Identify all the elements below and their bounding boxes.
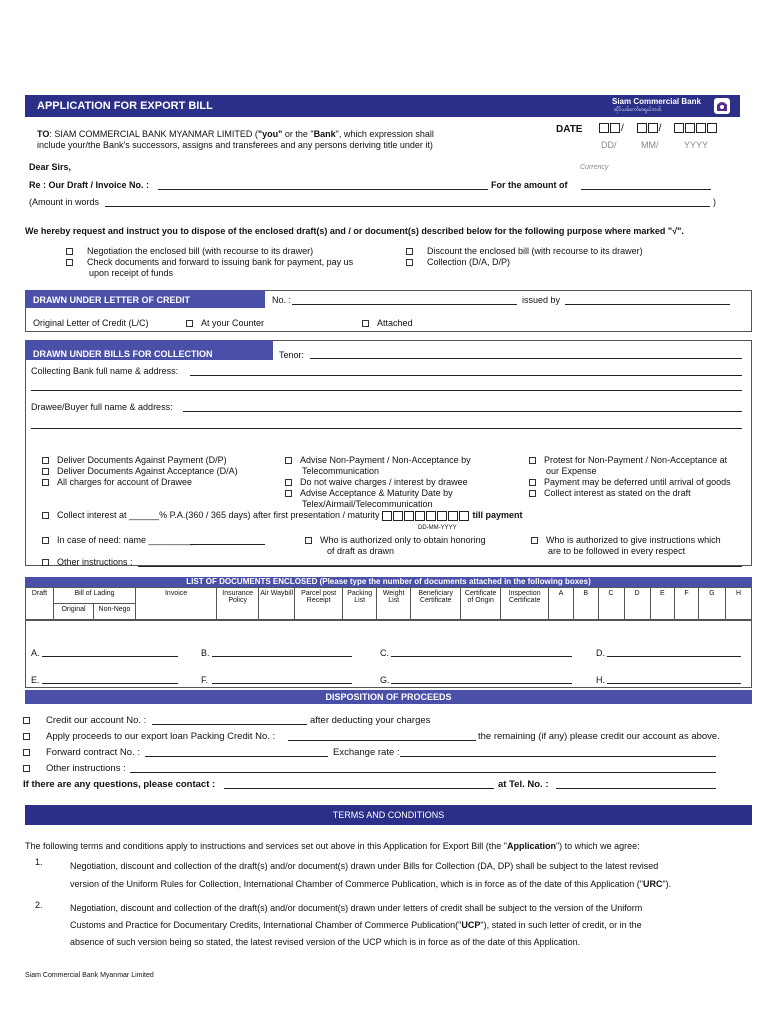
opt-advise-non-payment[interactable]: Advise Non-Payment / Non-Acceptance by Telecommunication (285, 455, 471, 477)
checkbox[interactable] (66, 259, 73, 266)
col-beneficiary[interactable]: Beneficiary Certificate (411, 588, 461, 620)
documents-table (25, 587, 752, 620)
term-2-text: Negotiation, discount and collection of the draft(s) and/or document(s) drawn under letters of credit shall be subject to the version of the Uniform Customs and Practice for Documentary Credits, International Chamber of Commerce Publication("UCP"), stated in such letter of credit, or in the absence of such version being so stated, the latest revised version of the UCP which is in force as of the date of this Application. (70, 903, 643, 947)
lc-header: DRAWN UNDER LETTER OF CREDIT (25, 290, 265, 308)
amount-words-close: ) (713, 197, 716, 207)
opt-authorized-instructions[interactable]: Who is authorized to give instructions which are to be followed in every respect (531, 535, 721, 557)
col-g[interactable]: G (698, 588, 725, 620)
bank-logo-name: Siam Commercial Bank (612, 97, 701, 106)
doc-letter-g: G. (380, 675, 390, 685)
exchange-rate-label: Exchange rate : (333, 747, 400, 758)
doc-letter-b-field[interactable] (212, 656, 352, 657)
doc-letter-a: A. (31, 648, 40, 658)
col-c[interactable]: C (598, 588, 624, 620)
col-insurance[interactable]: Insurance Policy (217, 588, 259, 620)
opt-need-name[interactable]: In case of need: name _________ (42, 535, 194, 545)
ddmm-hint: DD-MM-YYYY (418, 525, 457, 531)
col-a[interactable]: A (549, 588, 574, 620)
date-yyyy: YYYY (684, 140, 709, 150)
col-e[interactable]: E (650, 588, 675, 620)
currency-label: Currency (580, 164, 609, 171)
checkbox[interactable] (66, 248, 73, 255)
opt-charges-drawee[interactable]: All charges for account of Drawee (42, 477, 192, 488)
tel-field[interactable] (556, 788, 716, 789)
doc-letter-e: E. (31, 675, 40, 685)
collecting-bank-label: Collecting Bank full name & address: (31, 366, 179, 376)
date-dd: DD/ (601, 140, 617, 150)
col-b[interactable]: B (573, 588, 598, 620)
lc-at-counter-option[interactable]: At your Counter (186, 318, 264, 328)
opt-da[interactable]: Deliver Documents Against Acceptance (D/A) (42, 466, 238, 477)
opt-other-proceeds[interactable]: Other instructions : (23, 763, 126, 774)
tenor-label: Tenor: (279, 350, 305, 360)
collecting-bank-field[interactable] (190, 375, 742, 376)
date-label: DATE (556, 124, 583, 135)
doc-letter-f: F. (201, 675, 209, 685)
after-charges-label: after deducting your charges (310, 715, 431, 726)
col-air-waybill[interactable]: Air Waybill (259, 588, 295, 620)
questions-label: If there are any questions, please contact : (23, 779, 216, 790)
opt-protest[interactable]: Protest for Non-Payment / Non-Acceptance at our Expense (529, 455, 727, 477)
doc-letter-f-field[interactable] (212, 683, 352, 684)
opt-credit-account[interactable]: Credit our account No. : (23, 715, 146, 726)
lc-issued-by-field[interactable] (565, 304, 730, 305)
packing-credit-field[interactable] (288, 740, 476, 741)
doc-letter-c: C. (380, 648, 389, 658)
doc-letter-b: B. (201, 648, 210, 658)
col-bl-original[interactable]: Original (54, 604, 94, 620)
col-f[interactable]: F (675, 588, 698, 620)
purpose-check-docs[interactable]: Check documents and forward to issuing bank for payment, pay us upon receipt of funds (66, 257, 353, 279)
col-inspection[interactable]: Inspection Certificate (501, 588, 549, 620)
opt-authorized-honor[interactable]: Who is authorized only to obtain honoring of draft as drawn (305, 535, 486, 557)
col-invoice[interactable]: Invoice (136, 588, 217, 620)
collecting-bank-field-2[interactable] (31, 390, 742, 391)
drawee-field[interactable] (183, 411, 742, 412)
footer-bank-name: Siam Commercial Bank Myanmar Limited (25, 972, 154, 979)
lc-no-label: No. : (272, 295, 292, 305)
doc-letter-d: D. (596, 648, 605, 658)
other-instructions-field[interactable] (138, 566, 742, 567)
exchange-rate-field[interactable] (400, 756, 716, 757)
col-bill-of-lading: Bill of Lading (54, 588, 136, 604)
date-mm: MM/ (641, 140, 659, 150)
bc-header: DRAWN UNDER BILLS FOR COLLECTION (25, 340, 273, 360)
drawee-label: Drawee/Buyer full name & address: (31, 402, 173, 412)
terms-intro: The following terms and conditions apply to instructions and services set out above in this Application for Export Bill (the "Application") to which we agree: (25, 841, 640, 851)
col-parcel-post[interactable]: Parcel post Receipt (295, 588, 343, 620)
bank-emblem-icon (714, 98, 730, 114)
forward-contract-field[interactable] (145, 756, 328, 757)
checkbox[interactable] (406, 248, 413, 255)
opt-collect-interest[interactable]: Collect interest at ______% P.A.(360 / 365 days) after first presentation / maturity till payment (42, 510, 523, 521)
opt-dp[interactable]: Deliver Documents Against Payment (D/P) (42, 455, 227, 466)
lc-issued-by-label: issued by (522, 295, 561, 305)
bank-logo (602, 97, 734, 115)
opt-packing-credit[interactable]: Apply proceeds to our export loan Packing Credit No. : (23, 731, 275, 742)
docs-header: LIST OF DOCUMENTS ENCLOSED (Please type the number of documents attached in the following boxes) (25, 577, 752, 587)
credit-account-field[interactable] (152, 724, 307, 725)
addressee: TO: SIAM COMMERCIAL BANK MYANMAR LIMITED ("you" or the "Bank", which expression shall include your/the Bank's successors, assigns and transferees and any persons deriving title under it) (37, 129, 434, 150)
draft-no-field[interactable] (158, 189, 488, 190)
purpose-negotiate[interactable]: Negotiation the enclosed bill (with recourse to its drawer) (66, 246, 313, 257)
term-2-number: 2. (35, 900, 43, 910)
col-origin[interactable]: Certificate of Origin (461, 588, 501, 620)
tenor-field[interactable] (310, 358, 742, 359)
checkbox[interactable] (186, 320, 193, 327)
need-name-field[interactable] (190, 544, 265, 545)
contact-field[interactable] (224, 788, 494, 789)
drawee-field-2[interactable] (31, 428, 742, 429)
col-bl-non-nego[interactable]: Non-Nego (94, 604, 136, 620)
amount-words-label: (Amount in words (29, 197, 100, 207)
other-proceeds-field[interactable] (130, 772, 716, 773)
title-bar (25, 95, 740, 117)
col-weight-list[interactable]: Weight List (377, 588, 411, 620)
lc-original-label: Original Letter of Credit (L/C) (33, 318, 149, 328)
terms-header: TERMS AND CONDITIONS (25, 805, 752, 825)
col-h[interactable]: H (725, 588, 751, 620)
checkbox[interactable] (406, 259, 413, 266)
doc-letter-e-field[interactable] (42, 683, 178, 684)
col-draft[interactable]: Draft (26, 588, 54, 620)
bank-logo-local: ဆိုင်ယမ်ကော်မာရှယ်ဘဏ် (614, 107, 662, 113)
opt-deferred[interactable]: Payment may be deferred until arrival of goods (529, 477, 731, 488)
checkbox[interactable] (362, 320, 369, 327)
purpose-discount[interactable]: Discount the enclosed bill (with recourse to its drawer) (406, 246, 643, 257)
amount-field[interactable] (581, 189, 711, 190)
amount-words-field[interactable] (105, 206, 710, 207)
re-draft-label: Re : Our Draft / Invoice No. : (29, 180, 150, 190)
opt-no-waive[interactable]: Do not waive charges / interest by drawee (285, 477, 468, 488)
doc-letter-h: H. (596, 675, 605, 685)
instruction-text: We hereby request and instruct you to dispose of the enclosed draft(s) and / or document(s) described below for the following purpose where marked "√". (25, 226, 684, 236)
doc-letter-g-field[interactable] (391, 683, 572, 684)
purpose-collection[interactable]: Collection (D/A, D/P) (406, 257, 510, 268)
form-title: APPLICATION FOR EXPORT BILL (37, 100, 213, 112)
opt-interest-draft[interactable]: Collect interest as stated on the draft (529, 488, 691, 499)
doc-letter-d-field[interactable] (607, 656, 741, 657)
doc-letter-h-field[interactable] (607, 683, 741, 684)
opt-other-instructions[interactable]: Other instructions : (42, 557, 133, 567)
doc-letter-a-field[interactable] (42, 656, 178, 657)
opt-forward-contract[interactable]: Forward contract No. : (23, 747, 140, 758)
term-1-text: Negotiation, discount and collection of the draft(s) and/or document(s) drawn under Bills for Collection (DA, DP) shall be subject to the latest revised version of the Uniform Rules for Collection, International Chamber of Commerce Publication, which is in force as of the date of this Application ("URC"). (70, 861, 672, 889)
col-d[interactable]: D (624, 588, 650, 620)
proceeds-header: DISPOSITION OF PROCEEDS (25, 690, 752, 704)
col-packing-list[interactable]: Packing List (343, 588, 377, 620)
tel-label: at Tel. No. : (498, 779, 549, 790)
remaining-label: the remaining (if any) please credit our account as above. (478, 731, 720, 742)
amount-for-label: For the amount of (491, 180, 568, 190)
date-field[interactable]: / / (599, 123, 718, 134)
lc-attached-option[interactable]: Attached (362, 318, 413, 328)
term-1-number: 1. (35, 857, 43, 867)
greeting: Dear Sirs, (29, 162, 72, 172)
opt-advise-acceptance[interactable]: Advise Acceptance & Maturity Date by Telex/Airmail/Telecommunication (285, 488, 453, 510)
doc-letter-c-field[interactable] (391, 656, 572, 657)
lc-no-field[interactable] (292, 304, 517, 305)
